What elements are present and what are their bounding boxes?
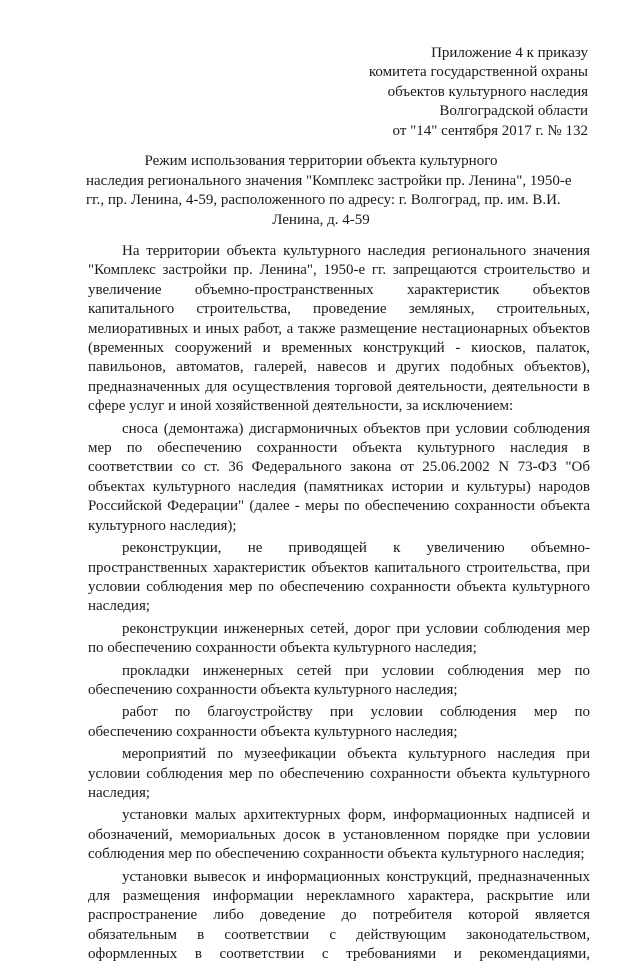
text-line: установки вывесок и информационных конструкций, предназначенных <box>122 868 590 885</box>
appendix-line: Волгоградской области <box>439 103 588 120</box>
appendix-line: Приложение 4 к приказу <box>431 45 588 61</box>
paragraph-intro <box>88 242 590 417</box>
text-line: обеспечению сохранности объекта культурного наследия; <box>88 723 458 740</box>
document-title <box>86 152 572 230</box>
appendix-header <box>288 44 588 141</box>
paragraph-reconstruction <box>88 539 590 617</box>
paragraph-networks-reconstruction <box>88 620 590 659</box>
appendix-line: комитета государственной охраны <box>368 64 588 81</box>
text-line: сноса (демонтажа) дисгармоничных объектов при условии соблюдения <box>122 420 590 437</box>
appendix-line: объектов культурного наследия <box>387 83 588 100</box>
text-line: прокладки инженерных сетей при условии соблюдения мер по <box>122 662 590 679</box>
title-line: Режим использования территории объекта культурного <box>144 153 498 169</box>
text-line: распространение либо доведение до потребителя которой является <box>88 907 590 924</box>
title-line: наследия регионального значения "Комплекс застройки пр. Ленина", 1950-е <box>86 172 572 189</box>
text-line: объектах культурного наследия (памятниках истории и культуры) народов <box>88 478 590 495</box>
paragraph-networks-laying <box>88 662 590 701</box>
text-line: пространственных характеристик объектов капитального строительства, при <box>88 559 590 576</box>
text-line: увеличение объемно-пространственных характеристик объектов <box>88 281 590 298</box>
text-line: по обеспечению сохранности объекта культурного наследия; <box>88 640 477 657</box>
text-line: наследия; <box>88 784 151 801</box>
text-line: соблюдения мер по обеспечению сохранности объекта культурного наследия; <box>88 846 585 863</box>
text-line: обеспечению сохранности объекта культурного наследия; <box>88 681 458 698</box>
paragraph-signage <box>88 868 590 965</box>
appendix-line: от "14" сентября 2017 г. № 132 <box>392 122 588 139</box>
text-line: "Комплекс застройки пр. Ленина", 1950-е гг. запрещаются строительство и <box>88 262 590 279</box>
text-line: мелиоративных и иных работ, а также размещение нестационарных объектов <box>88 320 590 337</box>
title-line: гг., пр. Ленина, 4-59, расположенного по адресу: г. Волгоград, пр. им. В.И. <box>86 192 561 208</box>
paragraph-demolition <box>88 420 590 536</box>
paragraph-small-forms <box>88 806 590 864</box>
text-line: условии соблюдения мер по обеспечению сохранности объекта культурного <box>88 765 590 782</box>
text-line: сфере услуг и иной хозяйственной деятельности, за исключением: <box>88 398 514 415</box>
text-line: работ по благоустройству при условии соблюдения мер по <box>122 704 590 721</box>
text-line: предназначенных для осуществления торговой деятельности, деятельности в <box>88 378 590 395</box>
text-line: На территории объекта культурного наследия регионального значения <box>122 243 590 259</box>
text-line: культурного наследия); <box>88 517 237 534</box>
text-line: наследия; <box>88 598 151 615</box>
document-body <box>88 242 590 968</box>
text-line: (временных сооружений и временных конструкций - киосков, палаток, <box>88 340 590 357</box>
title-line: Ленина, д. 4-59 <box>272 211 370 228</box>
text-line: обозначений, мемориальных досок в установленном порядке при условии <box>88 826 590 843</box>
text-line: обязательным в соответствии с действующим законодательством, <box>88 926 590 943</box>
text-line: реконструкции, не приводящей к увеличению объемно- <box>122 540 590 557</box>
text-line: условии соблюдения мер по обеспечению сохранности объекта культурного <box>88 578 590 595</box>
paragraph-landscaping <box>88 703 590 742</box>
text-line: соответствии со ст. 36 Федерального закона от 25.06.2002 N 73-ФЗ "Об <box>88 459 590 476</box>
text-line: установки малых архитектурных форм, информационных надписей и <box>122 807 590 824</box>
text-line: оформленных в соответствии с требованиями и рекомендациями, <box>88 946 590 963</box>
text-line: мероприятий по музеефикации объекта культурного наследия при <box>122 746 590 763</box>
text-line: мер по обеспечению сохранности объекта культурного наследия в <box>88 440 590 457</box>
text-line: реконструкции инженерных сетей, дорог при условии соблюдения мер <box>122 620 590 637</box>
text-line: капитального строительства, проведение земляных, строительных, <box>88 301 590 318</box>
paragraph-museumification <box>88 745 590 803</box>
text-line: павильонов, автоматов, галерей, навесов и других подобных объектов), <box>88 359 590 376</box>
text-line: Российской Федерации" (далее - меры по обеспечению сохранности объекта <box>88 498 590 515</box>
text-line: для размещения информации нерекламного характера, раскрытие или <box>88 888 590 904</box>
